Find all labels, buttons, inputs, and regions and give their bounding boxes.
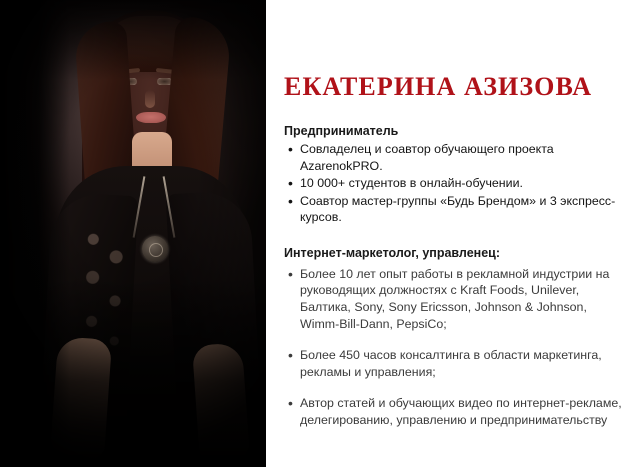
lips-shape [136,112,166,123]
list-item: • Соавтор мастер-группы «Будь Брендом» и 3 экспресс-курсов. [284,193,624,226]
photo-shadow-bottom [0,277,266,467]
list-item: • Совладелец и соавтор обучающего проекта AzarenokPRO. [284,141,624,174]
section-heading-entrepreneur: Предприниматель [284,124,399,138]
page-title: ЕКАТЕРИНА АЗИЗОВА [284,72,593,101]
nose-shape [145,90,155,108]
necklace-pendant [142,236,168,262]
list-item: • Более 450 часов консалтинга в области маркетинга, рекламы и управления; [284,347,624,381]
marketer-bullet-list [284,266,624,429]
text-panel [266,0,640,467]
list-item: • Автор статей и обучающих видео по интернет-рекламе, делегированию, управлению и предпринимательству [284,395,624,429]
list-item: • 10 000+ студентов в онлайн-обучении. [284,175,624,192]
portrait-photo [0,0,266,467]
section-heading-marketer: Интернет-маркетолог, управленец: [284,245,501,260]
entrepreneur-bullet-list [284,141,624,226]
list-item: • Более 10 лет опыт работы в рекламной индустрии на руководящих должностях с Kraft Foods, Unilever, Балтика, Sony, Sony Ericsson, Johnson & Johnson, Wimm-Bill-Dann, PepsiCo; [284,266,624,333]
